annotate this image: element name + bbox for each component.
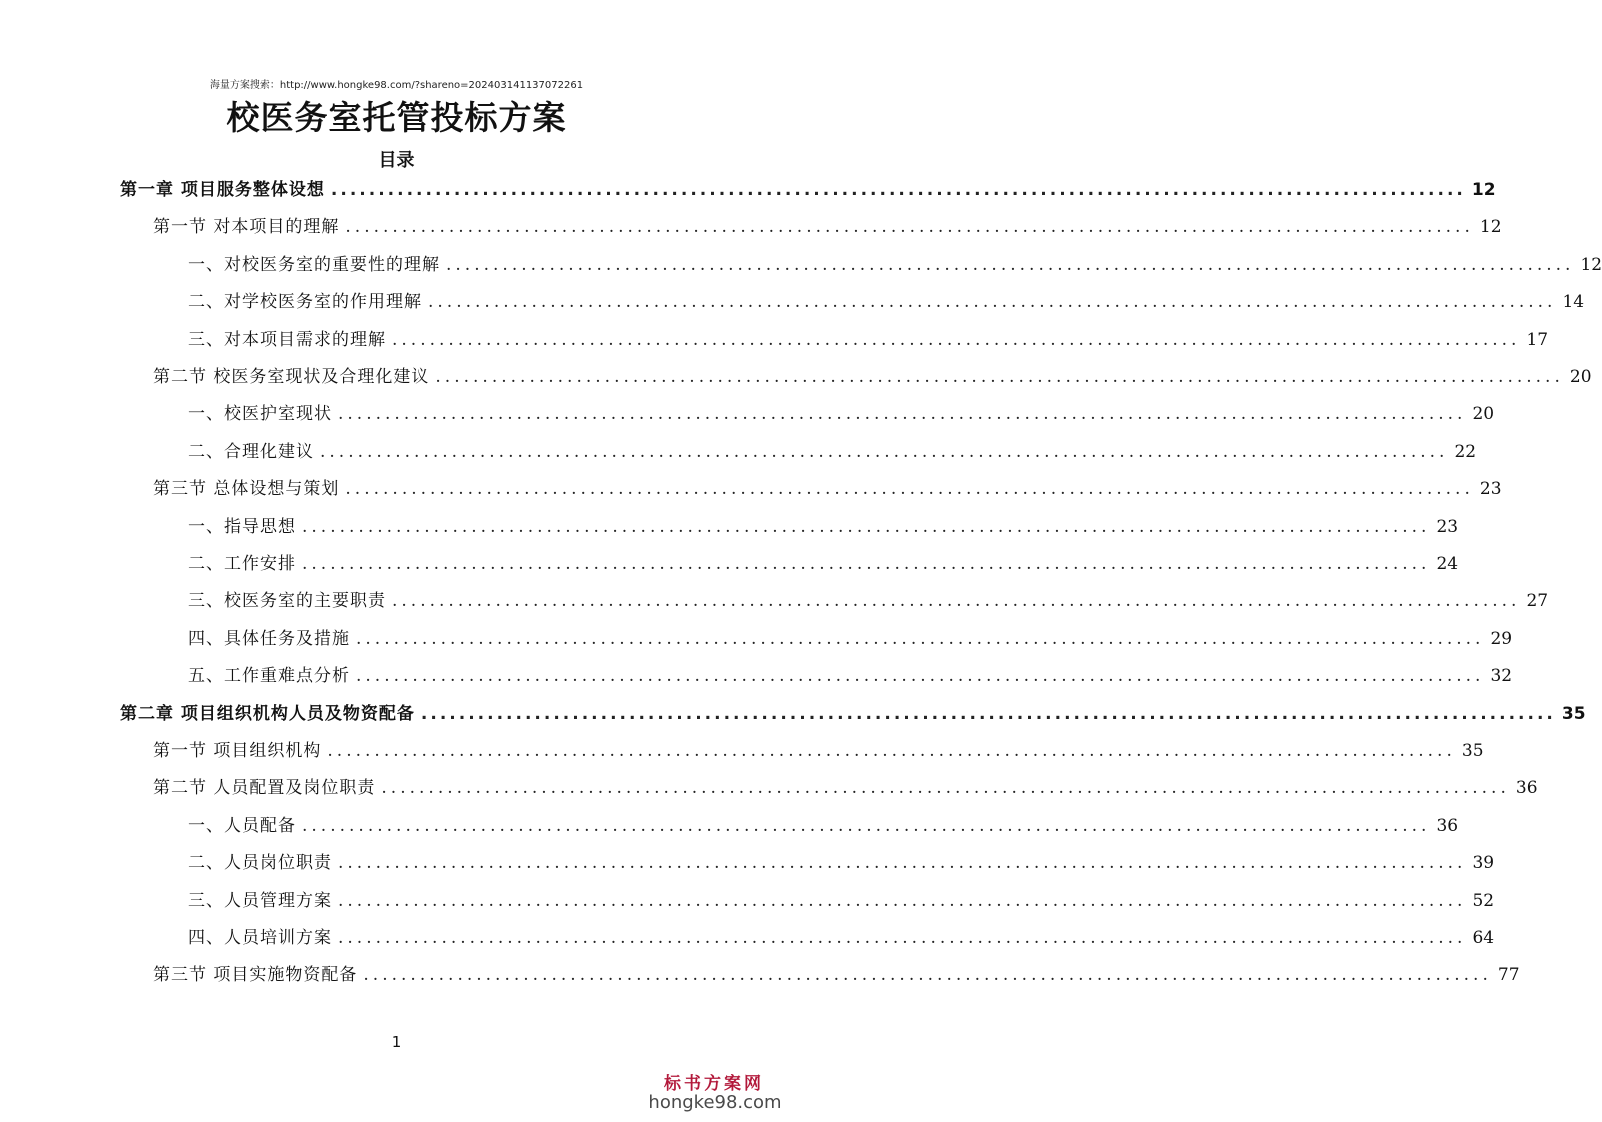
toc-entry-label: 第二节 人员配置及岗位职责 — [153, 778, 376, 799]
toc-leader-dots: ........................................................................................................................ — [392, 591, 1521, 612]
toc-leader-dots: ........................................................................................................................ — [392, 329, 1521, 350]
toc-entry-label: 第一节 项目组织机构 — [153, 741, 322, 761]
toc-leader-dots: ........................................................................................................................ — [320, 441, 1449, 462]
toc-entry[interactable] — [188, 399, 1495, 429]
toc-entry-label: 第二节 校医务室现状及合理化建议 — [153, 367, 430, 387]
toc-leader-dots: ........................................................................................................................ — [435, 367, 1564, 387]
toc-entry-page: 24 — [1436, 554, 1459, 574]
toc-entry-label: 二、人员岗位职责 — [188, 853, 332, 874]
toc-entry-label: 三、校医务室的主要职责 — [188, 591, 386, 612]
watermark-logo-cn: 标书方案网 — [664, 1074, 764, 1094]
toc-entry-page: 20 — [1472, 404, 1495, 425]
toc-entry-page: 36 — [1515, 778, 1538, 799]
toc-leader-dots: ........................................................................................................................ — [356, 628, 1485, 649]
toc-leader-dots: ........................................................................................................................ — [446, 254, 1575, 275]
toc-entry-page: 12 — [1479, 217, 1502, 238]
watermark-logo-en: hongke98.com — [648, 1092, 782, 1113]
toc-leader-dots: ........................................................................................................................ — [363, 965, 1492, 986]
toc-entry[interactable] — [188, 325, 1549, 355]
toc-leader-dots: ........................................................................................................................ — [345, 217, 1474, 238]
toc-entry-page: 52 — [1472, 890, 1495, 911]
toc-entry[interactable] — [188, 923, 1495, 953]
toc-entry[interactable] — [188, 287, 1585, 317]
toc-leader-dots: ........................................................................................................................ — [428, 292, 1557, 313]
toc-entry-label: 第三节 总体设想与策划 — [153, 479, 340, 500]
toc-entry-page: 36 — [1436, 815, 1459, 836]
toc-leader-dots: ........................................................................................................................ — [330, 180, 1466, 200]
toc-entry-label: 四、人员培训方案 — [188, 928, 332, 948]
toc-entry-page: 35 — [1461, 741, 1484, 761]
toc-entry-label: 一、对校医务室的重要性的理解 — [188, 254, 440, 275]
toc-entry[interactable] — [153, 960, 1520, 990]
toc-entry-label: 一、指导思想 — [188, 516, 296, 537]
toc-entry[interactable] — [188, 811, 1459, 841]
toc-entry[interactable] — [188, 586, 1549, 616]
document-title: 校医务室托管投标方案 — [226, 98, 567, 137]
toc-heading: 目录 — [378, 150, 415, 171]
toc-entry-page: 22 — [1454, 441, 1477, 462]
toc-entry-page: 14 — [1562, 292, 1585, 313]
toc-entry-label: 三、人员管理方案 — [188, 890, 332, 911]
toc-leader-dots: ........................................................................................................................ — [338, 404, 1467, 425]
toc-entry-page: 12 — [1471, 180, 1496, 200]
toc-leader-dots: ........................................................................................................................ — [302, 815, 1431, 836]
toc-leader-dots: ........................................................................................................................ — [338, 928, 1467, 948]
toc-leader-dots: ........................................................................................................................ — [381, 778, 1510, 799]
toc-leader-dots: ........................................................................................................................ — [302, 554, 1431, 574]
toc-entry-page: 32 — [1490, 666, 1513, 687]
toc-leader-dots: ........................................................................................................................ — [338, 890, 1467, 911]
toc-entry[interactable] — [153, 212, 1502, 242]
toc-leader-dots: ........................................................................................................................ — [356, 666, 1485, 687]
toc-entry[interactable] — [120, 699, 1586, 729]
toc-entry-label: 第一章 项目服务整体设想 — [120, 180, 325, 200]
page-number: 1 — [391, 1033, 402, 1051]
toc-entry-label: 五、工作重难点分析 — [188, 666, 350, 687]
toc-entry[interactable] — [153, 773, 1538, 803]
toc-entry[interactable] — [153, 736, 1484, 766]
toc-leader-dots: ........................................................................................................................ — [420, 703, 1556, 724]
toc-entry-label: 二、合理化建议 — [188, 441, 314, 462]
toc-entry[interactable] — [153, 362, 1592, 392]
toc-entry[interactable] — [120, 175, 1496, 205]
toc-entry-page: 77 — [1497, 965, 1520, 986]
toc-entry[interactable] — [188, 437, 1477, 467]
toc-entry-page: 23 — [1479, 479, 1502, 500]
toc-entry-page: 23 — [1436, 516, 1459, 537]
toc-entry-page: 12 — [1580, 254, 1602, 275]
toc-entry[interactable] — [188, 549, 1459, 579]
toc-entry[interactable] — [188, 661, 1513, 691]
toc-entry[interactable] — [188, 886, 1495, 916]
toc-entry-label: 第二章 项目组织机构人员及物资配备 — [120, 703, 415, 724]
toc-entry-label: 第一节 对本项目的理解 — [153, 217, 340, 238]
source-url-line: 海量方案搜索：http://www.hongke98.com/?shareno=20240314113707226​1 — [209, 80, 584, 91]
toc-entry-label: 二、工作安排 — [188, 554, 296, 574]
toc-entry-page: 29 — [1490, 628, 1513, 649]
toc-entry[interactable] — [153, 474, 1502, 504]
toc-entry-page: 39 — [1472, 853, 1495, 874]
toc-entry-label: 一、人员配备 — [188, 815, 296, 836]
toc-leader-dots: ........................................................................................................................ — [327, 741, 1456, 761]
toc-leader-dots: ........................................................................................................................ — [302, 516, 1431, 537]
toc-entry-label: 三、对本项目需求的理解 — [188, 329, 386, 350]
toc-leader-dots: ........................................................................................................................ — [345, 479, 1474, 500]
toc-leader-dots: ........................................................................................................................ — [338, 853, 1467, 874]
toc-entry-label: 第三节 项目实施物资配备 — [153, 965, 358, 986]
toc-entry-page: 17 — [1526, 329, 1549, 350]
toc-entry-page: 20 — [1569, 367, 1592, 387]
toc-entry-label: 二、对学校医务室的作用理解 — [188, 292, 422, 313]
toc-entry[interactable] — [188, 624, 1513, 654]
toc-entry[interactable] — [188, 848, 1495, 878]
toc-entry-page: 64 — [1472, 928, 1495, 948]
toc-entry-label: 一、校医护室现状 — [188, 404, 332, 425]
toc-entry[interactable] — [188, 250, 1602, 280]
toc-entry[interactable] — [188, 512, 1459, 542]
toc-entry-page: 35 — [1561, 703, 1586, 724]
toc-entry-page: 27 — [1526, 591, 1549, 612]
toc-entry-label: 四、具体任务及措施 — [188, 628, 350, 649]
